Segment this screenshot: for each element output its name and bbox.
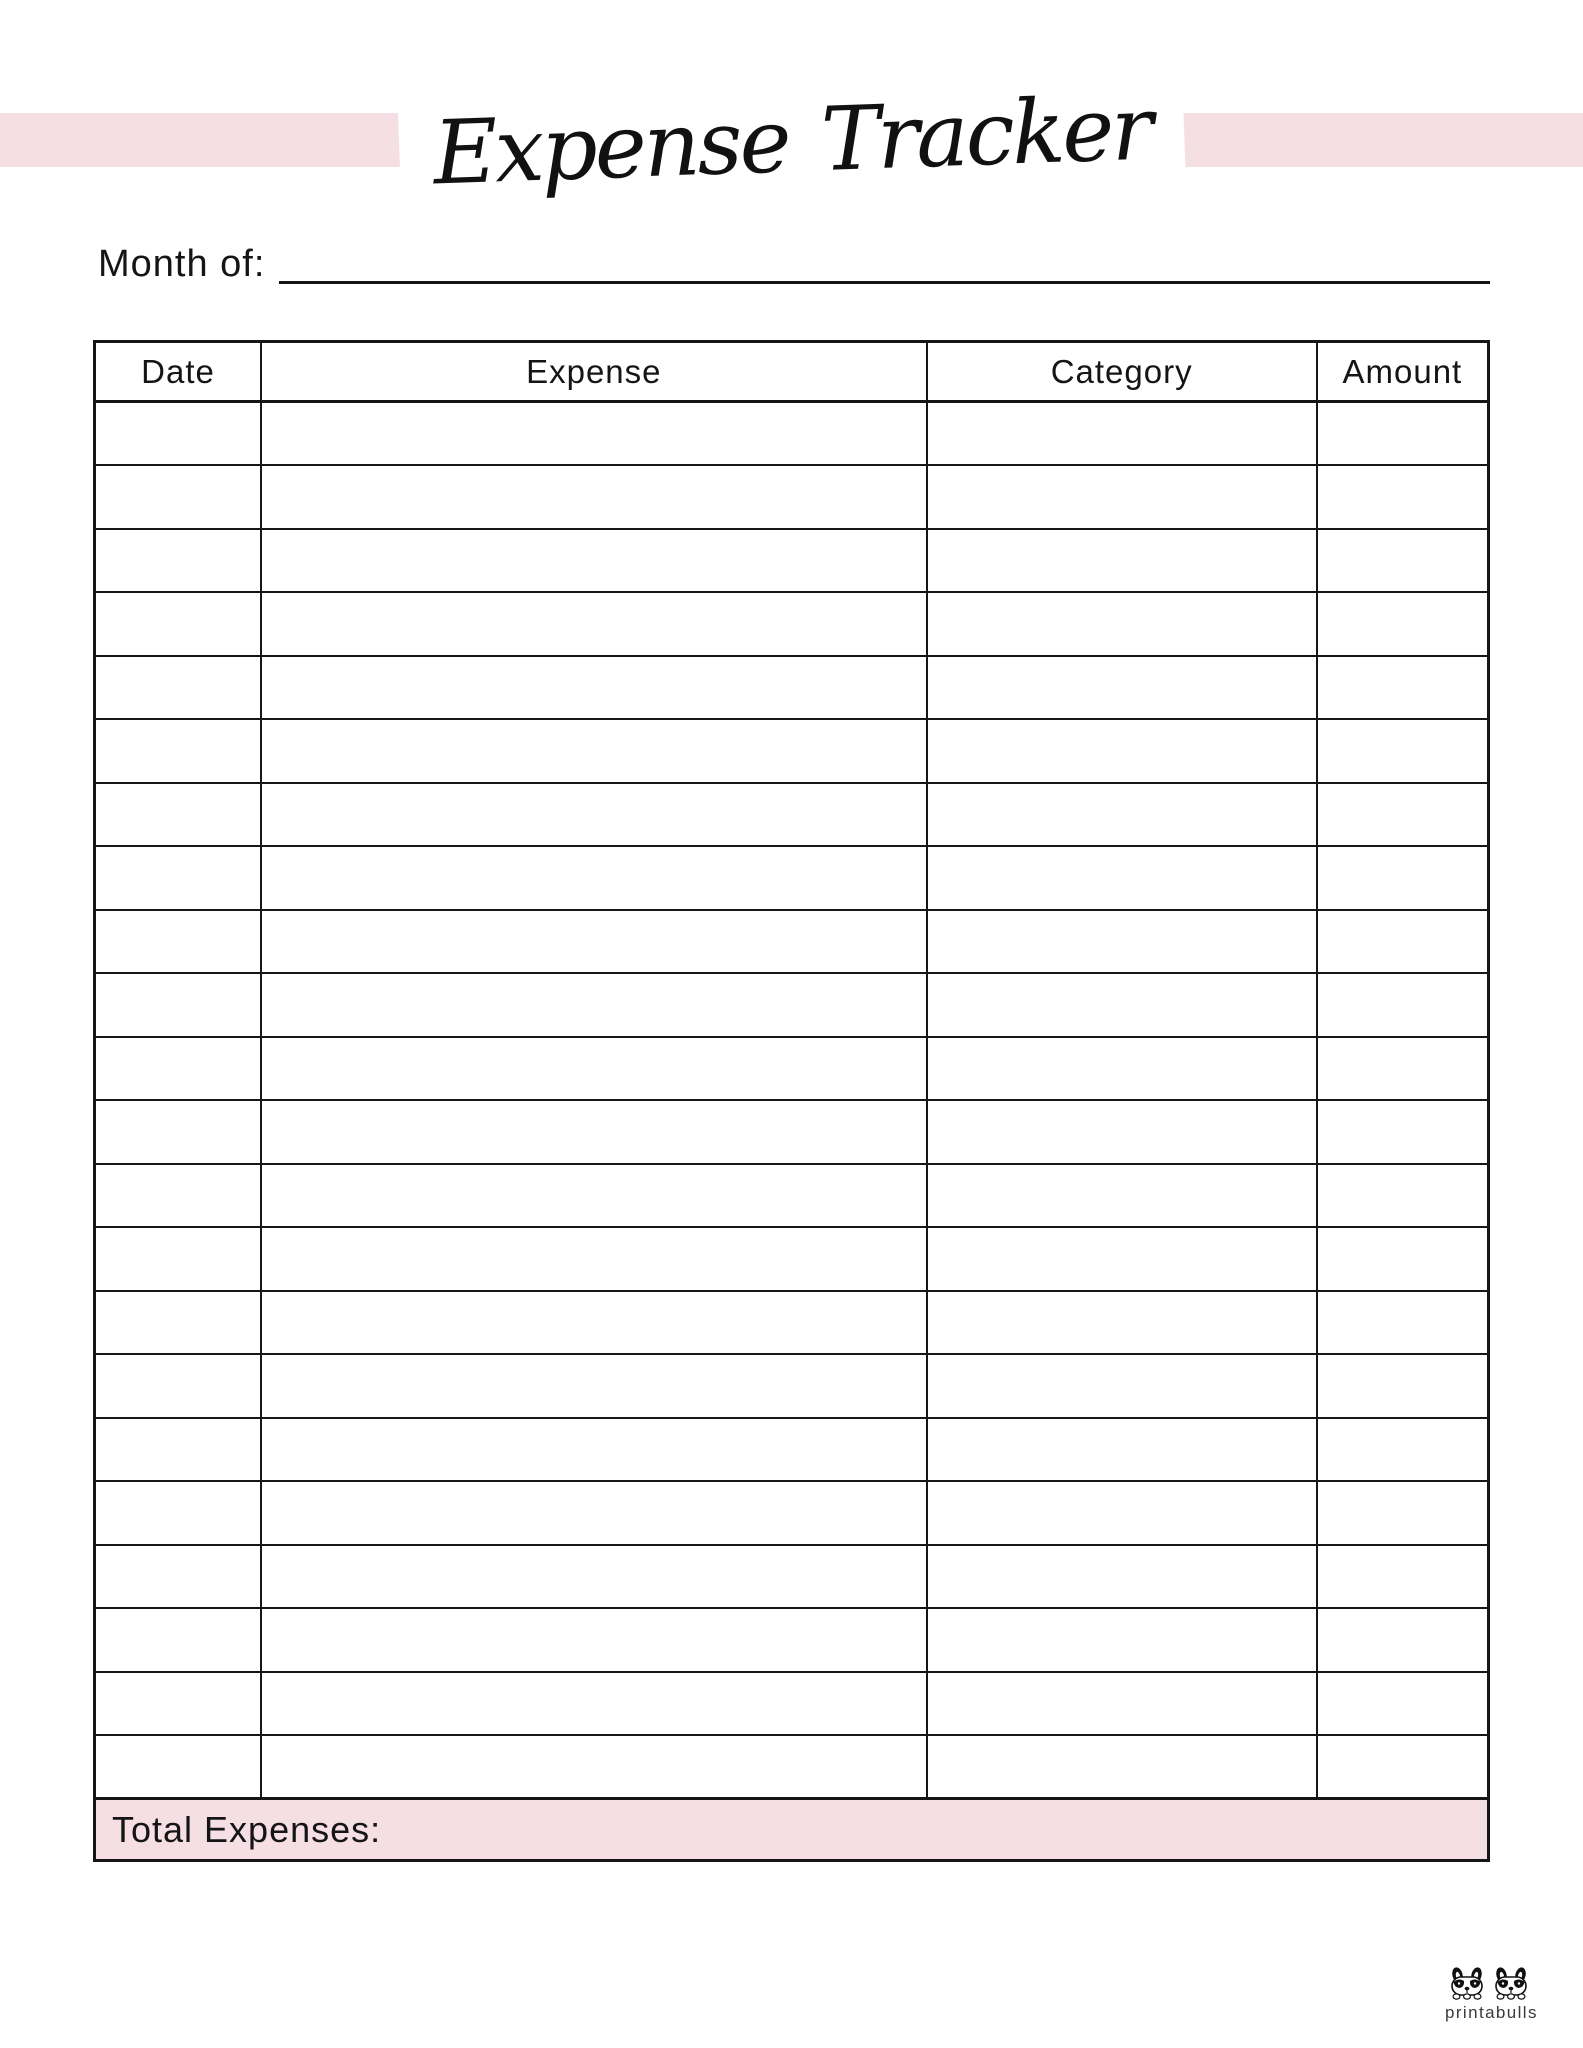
expense-row [95,656,1489,720]
printabulls-logo [1445,1967,1537,2022]
cell-category[interactable] [927,719,1317,783]
expense-row [95,783,1489,847]
total-row [95,1799,1489,1861]
expense-table-wrap [93,340,1490,1862]
cell-amount[interactable] [1317,846,1489,910]
expense-row [95,973,1489,1037]
cell-category[interactable] [927,1354,1317,1418]
cell-category[interactable] [927,656,1317,720]
cell-expense[interactable] [261,1735,926,1799]
cell-category[interactable] [927,910,1317,974]
cell-amount[interactable] [1317,1227,1489,1291]
cell-expense[interactable] [261,910,926,974]
cell-date[interactable] [95,846,262,910]
expense-row [95,1100,1489,1164]
month-label: Month of: [98,243,266,285]
cell-expense[interactable] [261,465,926,529]
cell-date[interactable] [95,1291,262,1355]
cell-category[interactable] [927,1672,1317,1736]
expense-row [95,910,1489,974]
cell-date[interactable] [95,465,262,529]
expense-row [95,529,1489,593]
cell-amount[interactable] [1317,1100,1489,1164]
cell-amount[interactable] [1317,1545,1489,1609]
col-header-date: Date [95,342,262,402]
cell-category[interactable] [927,1291,1317,1355]
cell-amount[interactable] [1317,1481,1489,1545]
cell-date[interactable] [95,1735,262,1799]
month-row [98,244,1490,284]
cell-amount[interactable] [1317,783,1489,847]
col-header-amount: Amount [1317,342,1489,402]
cell-date[interactable] [95,1418,262,1482]
cell-amount[interactable] [1317,1735,1489,1799]
expense-row [95,1481,1489,1545]
cell-date[interactable] [95,973,262,1037]
cell-category[interactable] [927,1037,1317,1101]
expense-row [95,592,1489,656]
cell-date[interactable] [95,783,262,847]
col-header-category: Category [927,342,1317,402]
cell-expense[interactable] [261,1100,926,1164]
cell-date[interactable] [95,1164,262,1228]
expense-row [95,1037,1489,1101]
cell-category[interactable] [927,783,1317,847]
expense-rows [95,402,1489,1799]
cell-date[interactable] [95,1227,262,1291]
cell-date[interactable] [95,1608,262,1672]
cell-category[interactable] [927,1545,1317,1609]
expense-row [95,1354,1489,1418]
total-cell[interactable] [95,1799,1489,1861]
cell-date[interactable] [95,402,262,466]
cell-date[interactable] [95,1100,262,1164]
cell-date[interactable] [95,656,262,720]
cell-amount[interactable] [1317,719,1489,783]
expense-row [95,1418,1489,1482]
cell-expense[interactable] [261,1418,926,1482]
cell-category[interactable] [927,1164,1317,1228]
cell-amount[interactable] [1317,529,1489,593]
cell-date[interactable] [95,529,262,593]
cell-amount[interactable] [1317,402,1489,466]
total-expenses-label: Total Expenses: [112,1808,382,1850]
page-title: Expense Tracker [397,70,1186,223]
cell-expense[interactable] [261,973,926,1037]
header-row [95,342,1489,402]
cell-expense[interactable] [261,783,926,847]
cell-amount[interactable] [1317,465,1489,529]
expense-row [95,1608,1489,1672]
expense-row [95,1672,1489,1736]
expense-row [95,1735,1489,1799]
cell-date[interactable] [95,1545,262,1609]
cell-amount[interactable] [1317,656,1489,720]
cell-date[interactable] [95,592,262,656]
expense-row [95,402,1489,466]
expense-row [95,1164,1489,1228]
cell-amount[interactable] [1317,973,1489,1037]
cell-category[interactable] [927,1100,1317,1164]
cell-amount[interactable] [1317,1418,1489,1482]
expense-row [95,1227,1489,1291]
expense-row [95,846,1489,910]
cell-expense[interactable] [261,529,926,593]
expense-row [95,1291,1489,1355]
cell-expense[interactable] [261,592,926,656]
cell-amount[interactable] [1317,1291,1489,1355]
cell-amount[interactable] [1317,910,1489,974]
month-input-line[interactable] [279,244,1490,284]
cell-category[interactable] [927,846,1317,910]
expense-row [95,719,1489,783]
cell-expense[interactable] [261,1481,926,1545]
cell-category[interactable] [927,973,1317,1037]
cell-expense[interactable] [261,1672,926,1736]
cell-amount[interactable] [1317,592,1489,656]
expense-table [93,340,1490,1862]
cell-expense[interactable] [261,1164,926,1228]
cell-date[interactable] [95,719,262,783]
expense-row [95,465,1489,529]
cell-expense[interactable] [261,1227,926,1291]
cell-expense[interactable] [261,1291,926,1355]
col-header-expense: Expense [261,342,926,402]
cell-expense[interactable] [261,656,926,720]
cell-expense[interactable] [261,1545,926,1609]
cell-date[interactable] [95,1481,262,1545]
cell-category[interactable] [927,1735,1317,1799]
cell-category[interactable] [927,465,1317,529]
two-french-bulldogs-icon [1449,1967,1533,2003]
cell-category[interactable] [927,1608,1317,1672]
cell-category[interactable] [927,1227,1317,1291]
cell-date[interactable] [95,910,262,974]
cell-expense[interactable] [261,1608,926,1672]
cell-expense[interactable] [261,846,926,910]
cell-category[interactable] [927,402,1317,466]
cell-amount[interactable] [1317,1608,1489,1672]
cell-date[interactable] [95,1354,262,1418]
cell-date[interactable] [95,1672,262,1736]
cell-amount[interactable] [1317,1164,1489,1228]
cell-amount[interactable] [1317,1037,1489,1101]
cell-amount[interactable] [1317,1672,1489,1736]
cell-amount[interactable] [1317,1354,1489,1418]
expense-row [95,1545,1489,1609]
cell-expense[interactable] [261,719,926,783]
cell-category[interactable] [927,1481,1317,1545]
cell-category[interactable] [927,592,1317,656]
cell-expense[interactable] [261,1354,926,1418]
cell-expense[interactable] [261,1037,926,1101]
cell-category[interactable] [927,1418,1317,1482]
cell-date[interactable] [95,1037,262,1101]
logo-text: printabulls [1445,2003,1538,2022]
cell-expense[interactable] [261,402,926,466]
cell-category[interactable] [927,529,1317,593]
